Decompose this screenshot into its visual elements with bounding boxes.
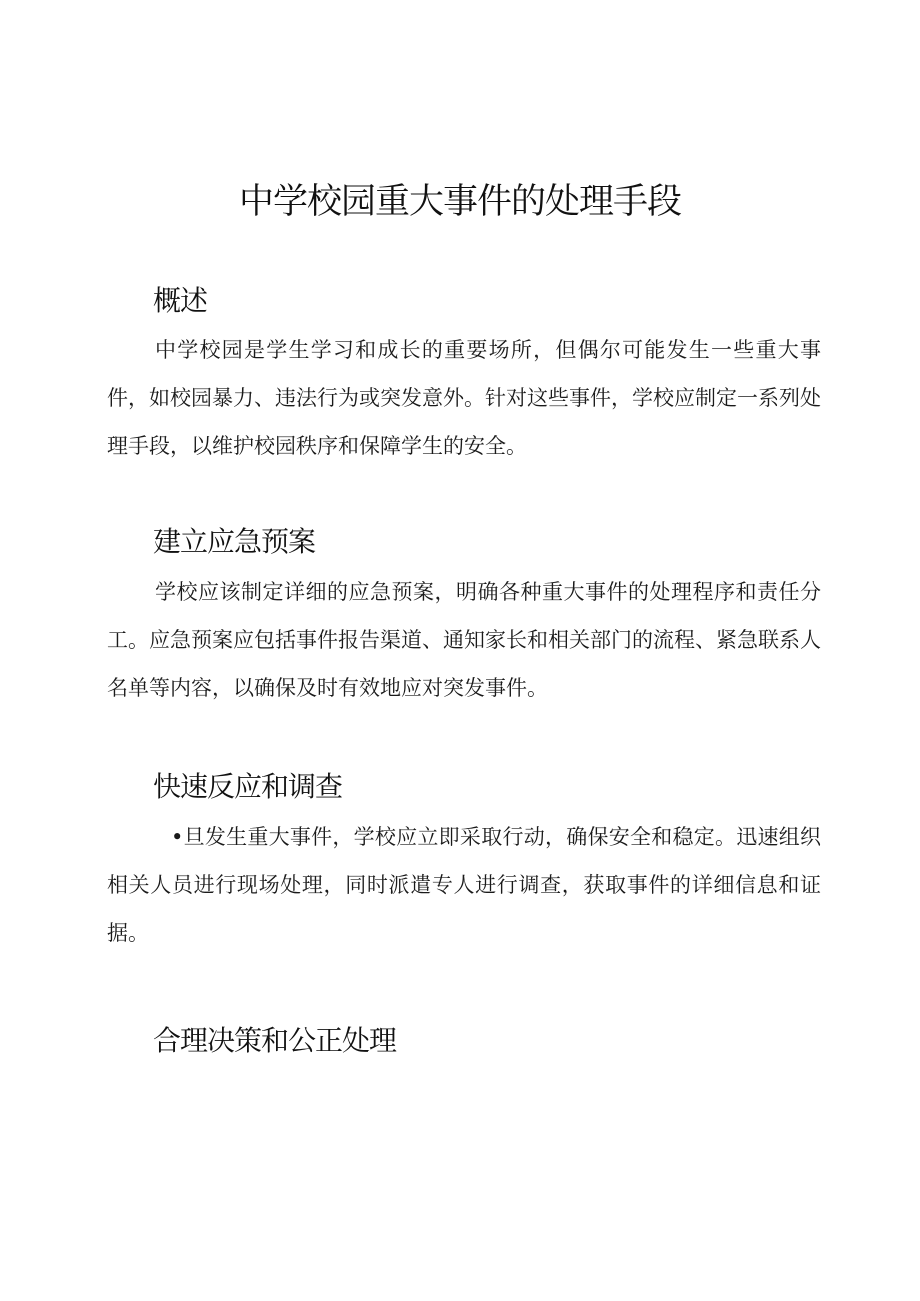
section-body-response: •旦发生重大事件，学校应立即采取行动，确保安全和稳定。迅速组织相关人员进行现场处理，同时派遣专人进行调查，获取事件的详细信息和证据。 xyxy=(107,825,821,945)
section-body-emergency-plan: 学校应该制定详细的应急预案，明确各种重大事件的处理程序和责任分工。应急预案应包括事件报告渠道、通知家长和相关部门的流程、紧急联系人名单等内容，以确保及时有效地应对突发事件。 xyxy=(107,580,821,700)
document-title: 中学校园重大事件的处理手段 xyxy=(238,182,681,222)
section-heading-overview: 概述 xyxy=(153,284,208,317)
section-heading-emergency-plan: 建立应急预案 xyxy=(153,525,316,558)
section-heading-response: 快速反应和调查 xyxy=(153,770,343,803)
section-heading-decision: 合理决策和公正处理 xyxy=(153,1024,397,1057)
section-body-overview: 中学校园是学生学习和成长的重要场所，但偶尔可能发生一些重大事件，如校园暴力、违法行为或突发意外。针对这些事件，学校应制定一系列处理手段，以维护校园秩序和保障学生的安全。 xyxy=(107,338,821,458)
